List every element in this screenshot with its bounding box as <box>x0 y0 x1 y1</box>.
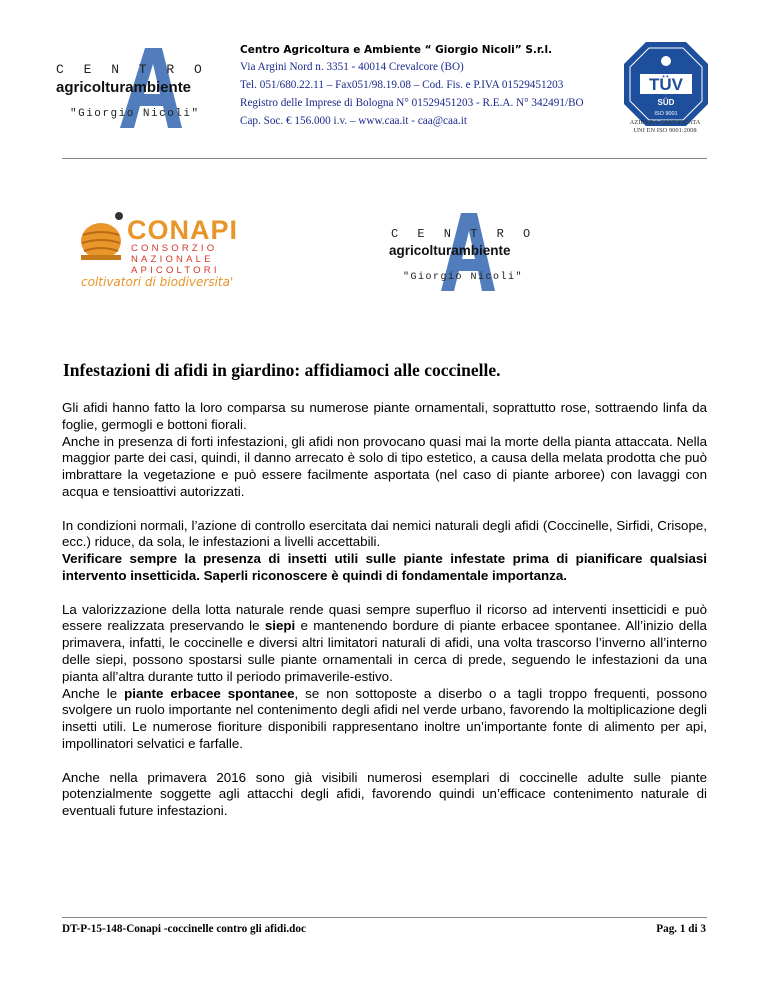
tuv-sud-text: SÜD <box>657 98 675 107</box>
logo-main-text: agricolturambiente <box>56 79 192 96</box>
article-title: Infestazioni di afidi in giardino: affidiamoci alle coccinelle. <box>63 360 501 380</box>
footer-page-number: Pag. 1 di 3 <box>656 923 706 935</box>
paragraph-5-end: , se non sottoposte a diserbo o a tagli troppo frequenti, possono svolgere un ruolo importante nel contenimento degli afidi nel verde urbano, favorendo la moltiplicazione degli insetti utili. Le numerose fioriture disponibili rappresentano inoltre un’importante fonte di alimento per api, impollinatori selvatici e farfalle. <box>62 685 707 751</box>
paragraph-4-bold: siepi <box>264 618 296 634</box>
company-phone: Tel. 051/680.22.11 – Fax051/98.19.08 – Cod. Fis. e P.IVA 01529451203 <box>240 79 564 91</box>
paragraph-3-text: In condizioni normali, l’azione di controllo esercitata dai nemici naturali degli afidi (Coccinelle, Sirfidi, Crisope, ecc.) riduce, da sola, le infestazioni a livelli accettabili. <box>62 517 707 550</box>
conapi-line-2: NAZIONALE <box>131 254 214 265</box>
article-body <box>62 400 707 837</box>
header-divider <box>62 158 707 159</box>
conapi-line-1: CONSORZIO <box>131 243 218 254</box>
conapi-tagline: coltivatori di biodiversita' <box>81 275 234 288</box>
certification-caption <box>605 119 725 135</box>
logo2-centro-text: C E N T R O <box>391 227 537 241</box>
company-name: Centro Agricoltura e Ambiente “ Giorgio Nicoli” S.r.l. <box>240 44 553 56</box>
paragraph-1: Gli afidi hanno fatto la loro comparsa su numerose piante ornamentali, soprattutto rose, sottraendo linfa da foglie, germogli e bottoni fiorali. <box>62 400 707 432</box>
paragraph-3 <box>62 518 707 552</box>
caa-logo-main <box>387 207 537 295</box>
paragraph-5-start: Anche le <box>62 685 125 701</box>
conapi-logo <box>75 203 290 288</box>
beehive-icon <box>81 212 123 260</box>
footer-filename: DT-P-15-148-Conapi -coccinelle contro gli afidi.doc <box>62 923 306 935</box>
tuv-logo-text: TÜV <box>649 75 683 94</box>
company-registry: Registro delle Imprese di Bologna N° 01529451203 - R.E.A. N° 342491/BO <box>240 97 584 109</box>
conapi-name: CONAPI <box>127 215 239 245</box>
logo2-name-text: "Giorgio Nicoli" <box>403 272 524 283</box>
paragraph-4-start: La valorizzazione della lotta naturale rende quasi sempre superfluo il ricorso ad interventi insetticidi e può essere realizzata preservando le <box>62 601 707 634</box>
certification-line-1: AZIENDA CERTIFICATA <box>629 119 701 126</box>
paragraph-4 <box>62 602 707 686</box>
footer-divider <box>62 917 707 918</box>
company-capital: Cap. Soc. € 156.000 i.v. – www.caa.it - caa@caa.it <box>240 115 467 127</box>
paragraph-3-bold: Verificare sempre la presenza di insetti utili sulle piante infestate prima di pianificare qualsiasi intervento insetticida. Saperli riconoscere è quindi di fondamentale importanza. <box>62 551 707 583</box>
tuv-iso-text: ISO 9001 <box>654 111 678 117</box>
conapi-line-3: APICOLTORI <box>131 265 220 276</box>
caa-logo-header <box>50 40 230 135</box>
paragraph-4-end: e mantenendo bordure di piante erbacee spontanee. All’inizio della primavera, infatti, le coccinelle e diversi altri limitatori naturali di afidi, una volta trascorso l’inverno all’interno delle siepi, possono spostarsi sulle piante ornamentali in cerca di prede, seguendo le infestazioni da una pianta all’altra durante tutto il periodo primaverile-estivo. <box>62 618 707 684</box>
header-company-info <box>240 44 610 133</box>
paragraph-5 <box>62 686 707 753</box>
logo-centro-text: C E N T R O <box>56 62 208 77</box>
certification-line-2: UNI EN ISO 9001:2008 <box>633 127 697 134</box>
paragraph-5-bold: piante erbacee spontanee <box>124 685 295 701</box>
paragraph-6: Anche nella primavera 2016 sono già visibili numerosi esemplari di coccinelle adulte sulle piante potenzialmente soggette agli attacchi degli afidi, favorendo quindi un’efficace contenimento naturale di eventuali future infestazioni. <box>62 769 707 819</box>
logo-name-text: "Giorgio Nicoli" <box>70 108 200 120</box>
paragraph-2: Anche in presenza di forti infestazioni, gli afidi non provocano quasi mai la morte della pianta attaccata. Nella maggior parte dei casi, quindi, il danno arrecato è solo di tipo estetico, a causa della melata prodotta che può imbrattare la vegetazione e può essere facilmente asportata (nel caso di piante arboree) con lavaggi con acqua e tensioattivi autorizzati. <box>62 433 707 499</box>
company-address: Via Argini Nord n. 3351 - 40014 Crevalcore (BO) <box>240 61 464 73</box>
logo2-main-text: agricolturambiente <box>389 243 511 258</box>
